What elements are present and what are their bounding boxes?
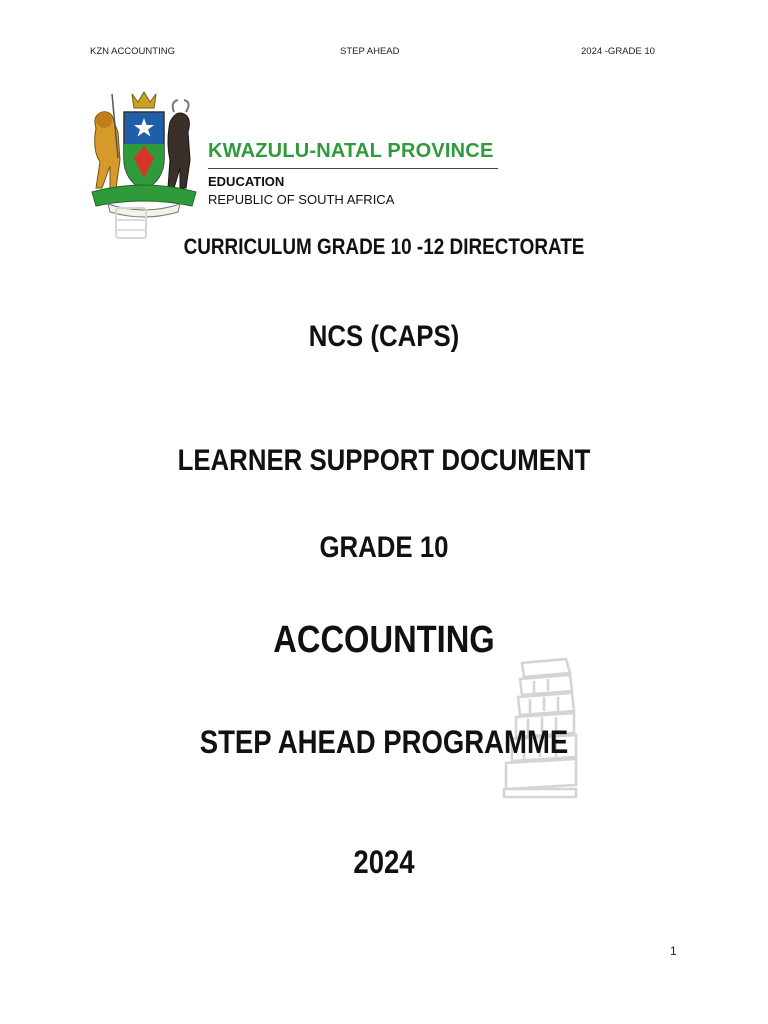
page-number: 1: [670, 944, 677, 958]
header-center: STEP AHEAD: [340, 46, 400, 57]
page-header: [0, 46, 768, 60]
ncs-title: NCS (CAPS): [308, 320, 460, 353]
grade-title: GRADE 10: [319, 531, 449, 564]
province-title: KWAZULU-NATAL PROVINCE: [208, 140, 494, 162]
header-right: 2024 -GRADE 10: [581, 46, 655, 57]
programme-title: STEP AHEAD PROGRAMME: [199, 724, 569, 760]
country-label: REPUBLIC OF SOUTH AFRICA: [208, 192, 395, 207]
directorate-title: CURRICULUM GRADE 10 -12 DIRECTORATE: [183, 234, 585, 259]
year-title: 2024: [353, 844, 415, 880]
department-label: EDUCATION: [208, 174, 285, 189]
header-left: KZN ACCOUNTING: [90, 46, 175, 57]
logo-divider: [208, 168, 498, 169]
document-title: LEARNER SUPPORT DOCUMENT: [177, 444, 591, 477]
kzn-logo: [88, 88, 503, 220]
subject-title: ACCOUNTING: [273, 619, 495, 661]
coat-of-arms-icon: [88, 88, 200, 220]
